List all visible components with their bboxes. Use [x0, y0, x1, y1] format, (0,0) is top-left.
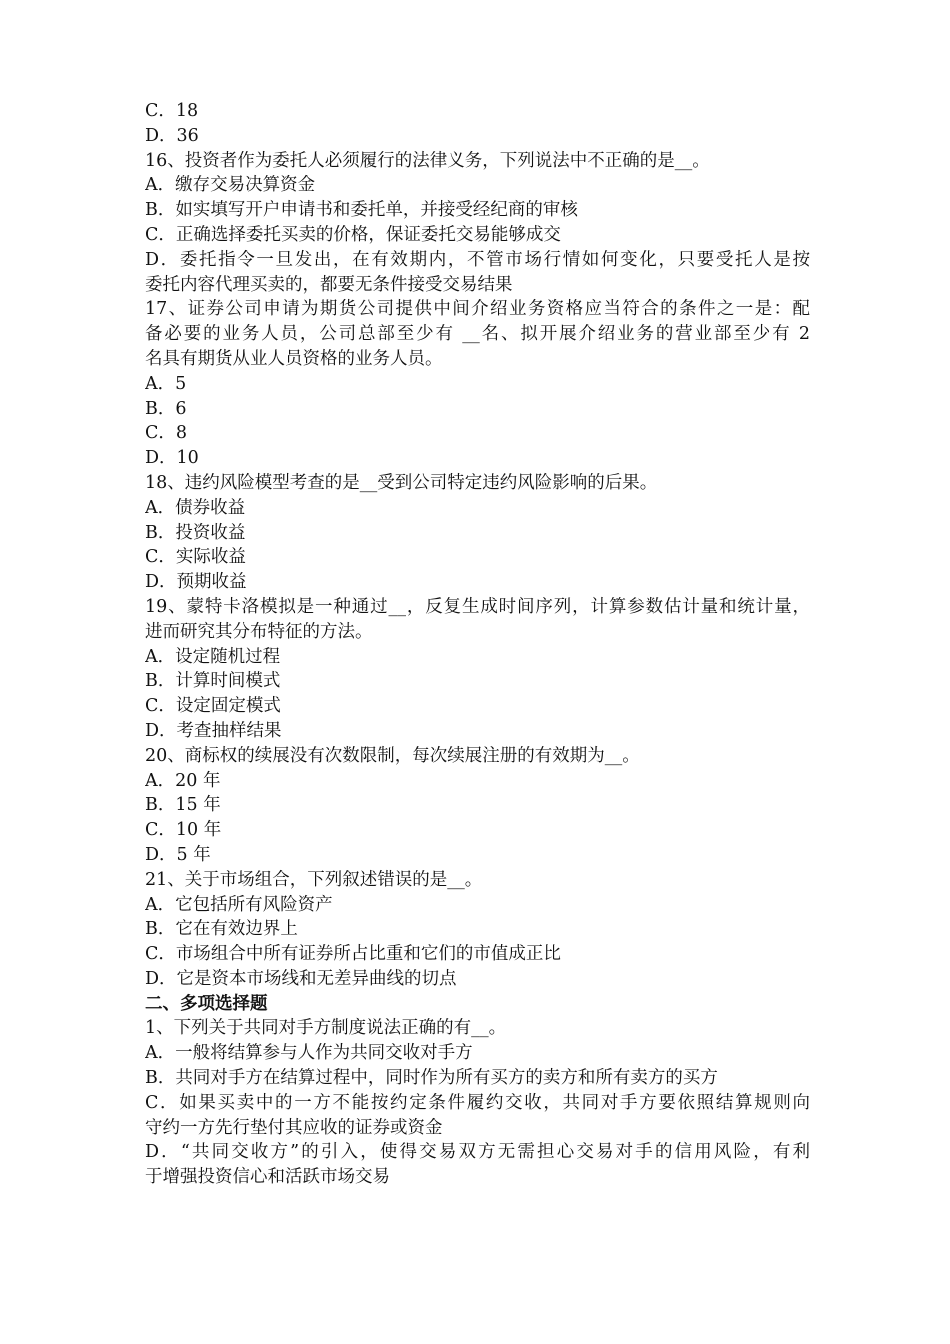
text-line: A．缴存交易决算资金 — [145, 175, 316, 196]
text-line: 守约一方先行垫付其应收的证券或资金 — [145, 1117, 443, 1138]
text-line: D．36 — [145, 125, 199, 146]
text-line: A．它包括所有风险资产 — [145, 894, 333, 915]
text-line: A．债券收益 — [145, 497, 246, 518]
text-line: D．5 年 — [145, 844, 211, 865]
document-page — [145, 99, 810, 1190]
text-line: 19、蒙特卡洛模拟是一种通过__，反复生成时间序列，计算参数估计量和统计量， — [145, 596, 810, 617]
text-line: 进而研究其分布特征的方法。 — [145, 621, 373, 642]
text-line: D．预期收益 — [145, 572, 247, 593]
text-line: C．如果买卖中的一方不能按约定条件履约交收，共同对手方要依照结算规则向 — [145, 1092, 810, 1113]
text-line: B．它在有效边界上 — [145, 919, 298, 940]
text-line: C．实际收益 — [145, 547, 246, 568]
text-line: 21、关于市场组合，下列叙述错误的是__。 — [145, 869, 483, 890]
text-line: D．它是资本市场线和无差异曲线的切点 — [145, 968, 457, 989]
text-line: B．如实填写开户申请书和委托单，并接受经纪商的审核 — [145, 200, 578, 221]
text-line: A．设定随机过程 — [145, 646, 281, 667]
text-line: 16、投资者作为委托人必须履行的法律义务，下列说法中不正确的是__。 — [145, 150, 710, 171]
text-line: B．计算时间模式 — [145, 671, 281, 692]
text-line: B．15 年 — [145, 795, 221, 816]
text-line: D．“共同交收方”的引入，使得交易双方无需担心交易对手的信用风险，有利 — [145, 1142, 810, 1163]
text-line: C．正确选择委托买卖的价格，保证委托交易能够成交 — [145, 224, 561, 245]
text-line: C．8 — [145, 423, 188, 444]
text-line: C．设定固定模式 — [145, 696, 281, 717]
text-line: B．共同对手方在结算过程中，同时作为所有买方的卖方和所有卖方的买方 — [145, 1068, 718, 1089]
text-line: C．市场组合中所有证券所占比重和它们的市值成正比 — [145, 944, 561, 965]
text-line: 17、证券公司申请为期货公司提供中间介绍业务资格应当符合的条件之一是：配 — [145, 299, 810, 320]
text-line: D．委托指令一旦发出，在有效期内，不管市场行情如何变化，只要受托人是按 — [145, 249, 810, 270]
text-line: A．一般将结算参与人作为共同交收对手方 — [145, 1043, 473, 1064]
text-line: B．6 — [145, 398, 187, 419]
text-line: 1、下列关于共同对手方制度说法正确的有__。 — [145, 1018, 507, 1039]
text-line: 委托内容代理买卖的，都要无条件接受交易结果 — [145, 274, 513, 295]
text-line: 名具有期货从业人员资格的业务人员。 — [145, 348, 443, 369]
text-line: B．投资收益 — [145, 522, 246, 543]
text-line: 20、商标权的续展没有次数限制，每次续展注册的有效期为__。 — [145, 745, 640, 766]
text-line: 于增强投资信心和活跃市场交易 — [145, 1167, 390, 1188]
text-line: 18、违约风险模型考查的是__受到公司特定违约风险影响的后果。 — [145, 472, 658, 493]
text-line: D．考查抽样结果 — [145, 720, 282, 741]
text-line: A．5 — [145, 373, 187, 394]
text-line: C．18 — [145, 101, 199, 121]
text-line: A．20 年 — [145, 770, 221, 791]
text-line: C．10 年 — [145, 820, 222, 841]
text-line: D．10 — [145, 448, 199, 469]
text-line: 备必要的业务人员，公司总部至少有 __名、拟开展介绍业务的营业部至少有 2 — [145, 324, 810, 345]
section-heading: 二、多项选择题 — [145, 993, 268, 1014]
